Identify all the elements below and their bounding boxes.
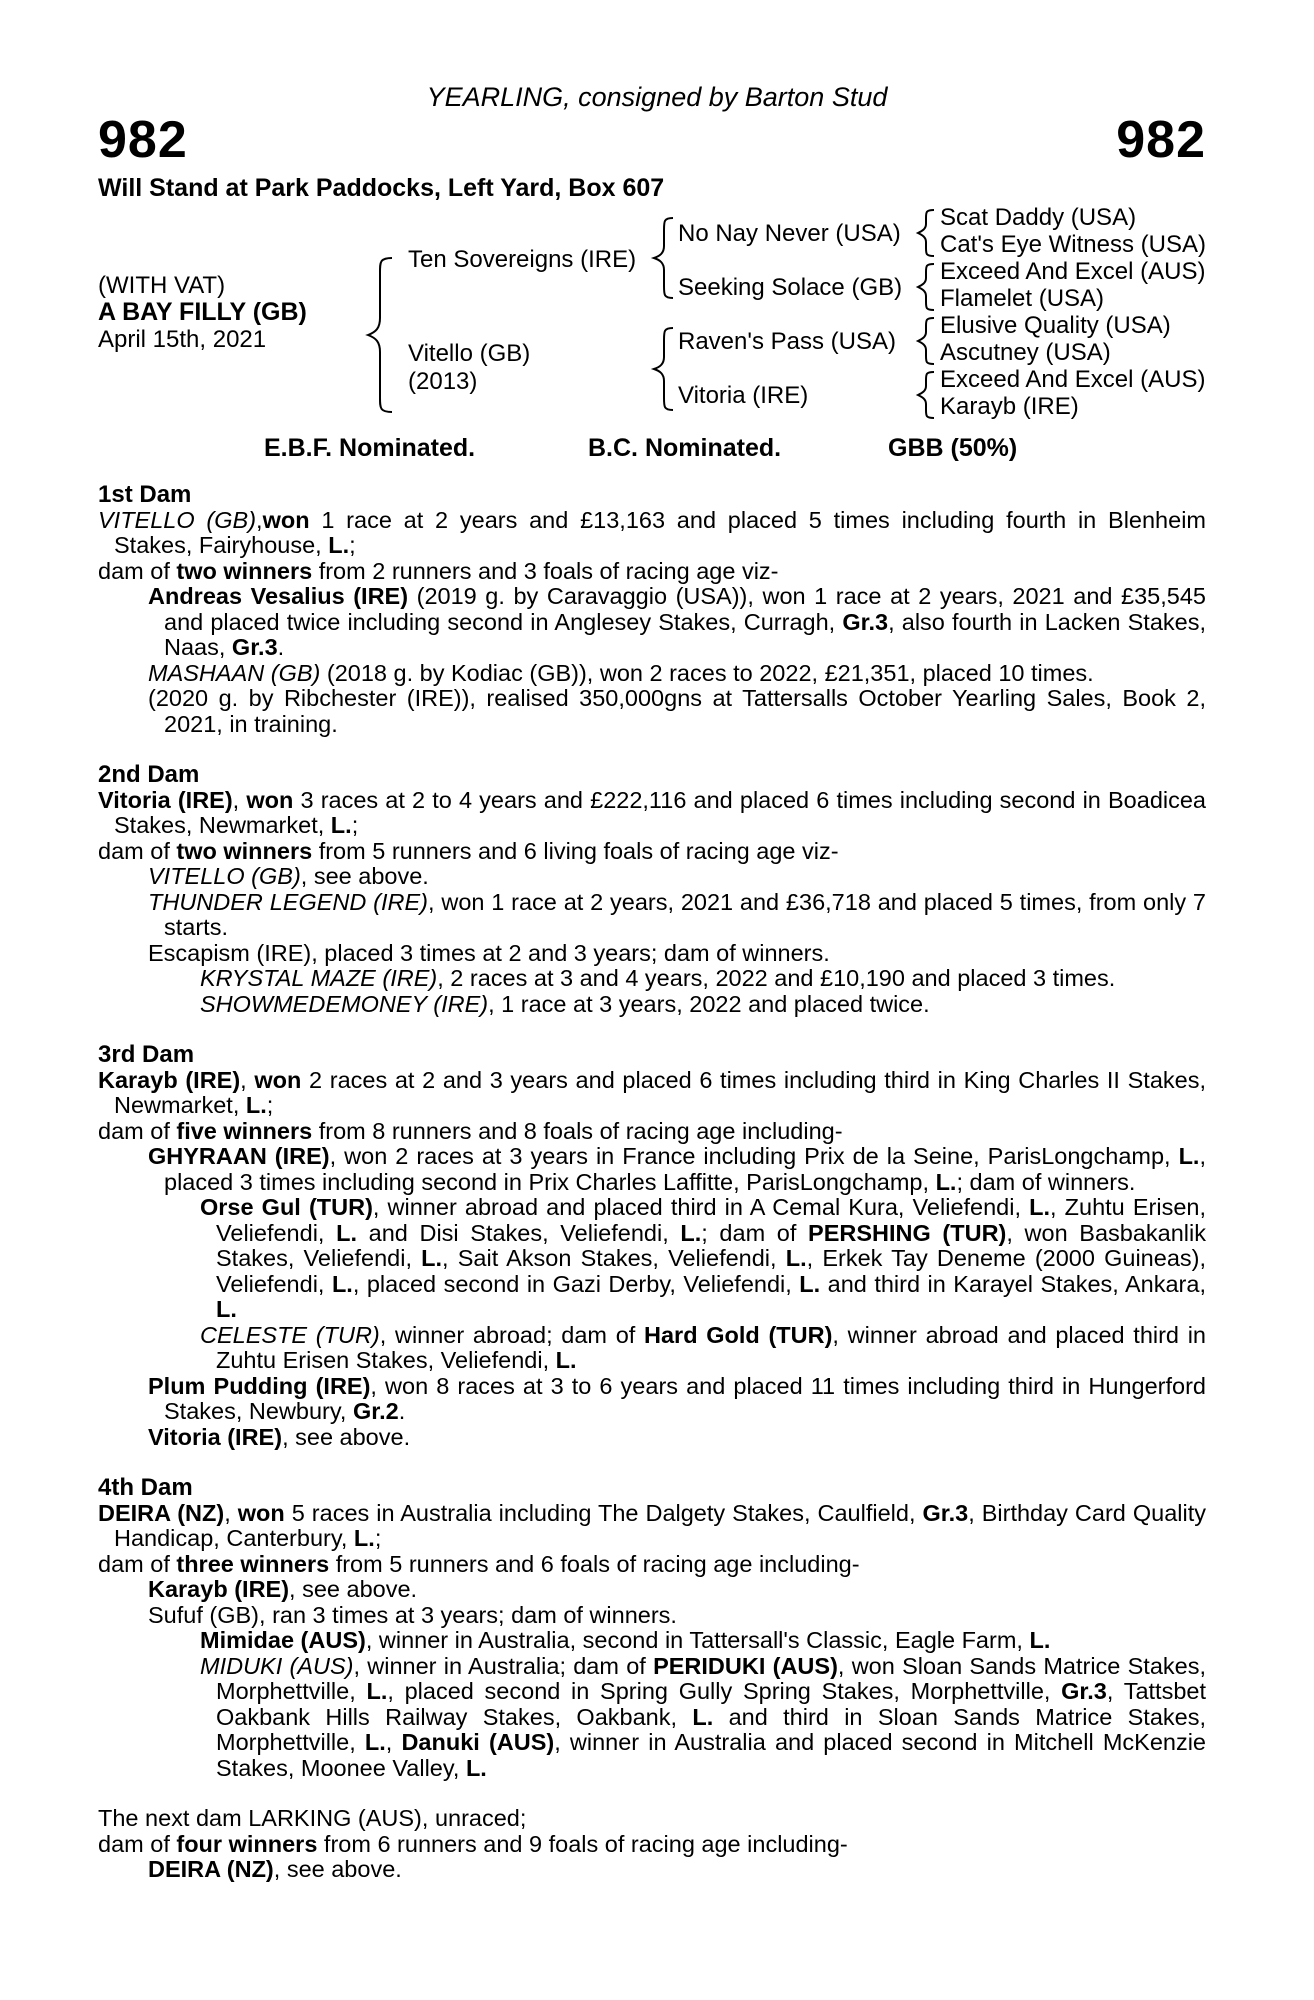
great-grandparent-7: Exceed And Excel (AUS) — [940, 366, 1206, 393]
entry-text: won — [246, 786, 294, 813]
horse-name: A BAY FILLY (GB) — [98, 298, 307, 326]
entry-text: dam of — [98, 1117, 177, 1144]
entry-text: MASHAAN (GB) — [148, 659, 321, 686]
entry-text: GHYRAAN (IRE) — [148, 1143, 330, 1169]
entry-text: PERIDUKI (AUS) — [653, 1652, 838, 1679]
entry-text: , won Sloan Sands Matrice Stakes, Morphettville, — [216, 1652, 1206, 1704]
entry-text: , placed second in Gazi Derby, Veliefendi, — [352, 1270, 800, 1297]
entry-text: dam of — [98, 837, 177, 864]
gg-bracket-1 — [918, 210, 934, 256]
entry-text: L. — [364, 1729, 386, 1755]
entry-text: Vitoria (IRE) — [148, 1423, 283, 1450]
entry-text: , 1 race at 3 years, 2022 and placed twice. — [488, 990, 930, 1017]
entry-text: ; — [351, 812, 359, 838]
entry-text: , won Basbakanlik Stakes, Veliefendi, — [216, 1219, 1207, 1271]
entry-text: dam of — [98, 1550, 177, 1577]
entry-text: , won 8 races at 3 to 6 years and placed 11 times including third in Hungerford Stakes, Newbury, — [164, 1372, 1206, 1424]
pedigree-entry — [98, 1552, 1206, 1578]
dam-year: (2013) — [408, 368, 478, 395]
dam-section — [98, 482, 1206, 737]
entry-text: , see above. — [282, 1423, 411, 1450]
entry-text: , winner abroad; dam of — [379, 1321, 645, 1348]
entry-text: won — [254, 1066, 302, 1093]
pedigree-entry — [148, 941, 1206, 967]
entry-text: L. — [935, 1168, 957, 1195]
entry-text: , winner abroad and placed third in A Cemal Kura, Veliefendi, — [372, 1194, 1030, 1220]
entry-text: Gr.3 — [922, 1499, 969, 1526]
entry-text: L. — [680, 1219, 702, 1246]
ebf-nomination: E.B.F. Nominated. — [264, 434, 476, 462]
great-grandparent-5: Elusive Quality (USA) — [940, 312, 1171, 339]
entry-text: ; dam of winners. — [956, 1168, 1136, 1195]
entry-text: L. — [799, 1270, 821, 1297]
entry-text: Plum Pudding (IRE) — [148, 1372, 371, 1399]
dam-section — [98, 1475, 1206, 1781]
entry-text: SHOWMEDEMONEY (IRE) — [200, 990, 489, 1017]
stand-location: Will Stand at Park Paddocks, Left Yard, Box 607 — [98, 174, 665, 202]
great-grandparent-8: Karayb (IRE) — [940, 393, 1079, 420]
pedigree-notes — [98, 482, 1206, 1908]
entry-text: L. — [692, 1703, 714, 1730]
dam-sire: Raven's Pass (USA) — [678, 328, 896, 355]
entry-text: two winners — [176, 557, 313, 584]
entry-text: and Disi Stakes, Veliefendi, — [356, 1219, 681, 1246]
pedigree-entry — [148, 890, 1206, 941]
entry-text: (2018 g. by Kodiac (GB)), won 2 races to 2022, £21,351, placed 10 times. — [320, 659, 1094, 686]
entry-text: . — [277, 634, 285, 660]
sire-sire: No Nay Never (USA) — [678, 220, 901, 247]
entry-text: dam of — [98, 1830, 177, 1857]
pedigree-entry — [148, 1857, 1206, 1883]
entry-text: 1 race at 2 years and £13,163 and placed 5 times including fourth in Blenheim Stakes, Fairyhouse, — [114, 506, 1206, 558]
great-grandparent-2: Cat's Eye Witness (USA) — [940, 231, 1206, 258]
pedigree-entry — [148, 1603, 1206, 1629]
pedigree-entry — [98, 788, 1206, 839]
lot-number-left: 982 — [98, 111, 188, 169]
entry-text: , winner in Australia and placed second in Mitchell McKenzie Stakes, Moonee Valley, — [216, 1729, 1206, 1781]
pedigree-entry — [98, 508, 1206, 559]
gbb-label: GBB (50%) — [888, 434, 1018, 462]
pedigree-entry — [148, 1577, 1206, 1603]
pedigree-entry — [200, 966, 1206, 992]
entry-text: L. — [785, 1245, 807, 1271]
entry-text: Hard Gold (TUR) — [644, 1321, 833, 1348]
entry-text: five winners — [176, 1117, 313, 1144]
entry-text: won — [262, 506, 310, 533]
entry-text: Sufuf (GB), ran 3 times at 3 years; dam of winners. — [148, 1601, 677, 1628]
pedigree-entry — [200, 1628, 1206, 1654]
entry-text: L. — [336, 1219, 357, 1246]
section-title: 4th Dam — [98, 1474, 193, 1501]
entry-text: won — [237, 1499, 285, 1526]
entry-text: , — [256, 506, 263, 533]
pedigree-entry — [98, 1806, 1206, 1832]
bc-nomination: B.C. Nominated. — [588, 434, 782, 462]
entry-text: L. — [353, 1525, 375, 1551]
entry-text: Andreas Vesalius (IRE) — [148, 583, 409, 609]
pedigree-entry — [148, 1144, 1206, 1195]
entry-text: Gr.2 — [352, 1398, 399, 1424]
entry-text: Gr.3 — [231, 634, 278, 660]
entry-text: , — [224, 1499, 238, 1526]
pedigree-entry — [98, 1068, 1206, 1119]
entry-text: 2 races at 2 and 3 years and placed 6 times including third in King Charles II Stakes, Newmarket, — [114, 1066, 1206, 1118]
entry-text: . — [398, 1398, 406, 1424]
entry-text: , Erkek Tay Deneme (2000 Guineas), Veliefendi, — [216, 1245, 1206, 1297]
entry-text: CELESTE (TUR) — [200, 1321, 380, 1348]
entry-text: , see above. — [300, 863, 429, 889]
entry-text: L. — [1029, 1627, 1051, 1653]
entry-text: ; — [349, 532, 356, 558]
pedigree-entry — [148, 686, 1206, 737]
entry-text: , see above. — [273, 1856, 402, 1882]
entry-text: , Zuhtu Erisen, Veliefendi, — [216, 1194, 1206, 1246]
entry-text: 3 races at 2 to 4 years and £222,116 and placed 6 times including second in Boadicea Stakes, Newmarket, — [114, 786, 1206, 838]
entry-text: , see above. — [289, 1576, 418, 1602]
entry-text: Karayb (IRE) — [148, 1576, 290, 1602]
pedigree-entry — [98, 1832, 1206, 1858]
entry-text: Orse Gul (TUR) — [200, 1194, 373, 1220]
pedigree-entry — [98, 1119, 1206, 1145]
pedigree-entry — [98, 1501, 1206, 1552]
section-title: 3rd Dam — [98, 1041, 195, 1068]
entry-text: , also fourth in Lacken Stakes, Naas, — [164, 608, 1206, 660]
entry-text: , Sait Akson Stakes, Veliefendi, — [442, 1245, 786, 1271]
entry-text: (2019 g. by Caravaggio (USA)), won 1 race at 2 years, 2021 and £35,545 and placed twice including second in Anglesey Stakes, Curragh, — [164, 583, 1206, 635]
great-grandparent-6: Ascutney (USA) — [940, 339, 1111, 366]
entry-text: , placed second in Spring Gully Spring Stakes, Morphettville, — [387, 1678, 1062, 1704]
entry-text: , winner in Australia; dam of — [353, 1652, 654, 1679]
entry-text: and third in Karayel Stakes, Ankara, — [820, 1270, 1206, 1297]
section-title: 1st Dam — [98, 481, 192, 508]
entry-text: L. — [245, 1092, 267, 1118]
entry-text: ; dam of — [701, 1219, 809, 1246]
entry-text: , won 2 races at 3 years in France including Prix de la Seine, ParisLongchamp, — [329, 1143, 1179, 1169]
main-bracket — [368, 258, 392, 412]
dam-section — [98, 762, 1206, 1017]
entry-text: L. — [1178, 1143, 1200, 1169]
pedigree-entry — [148, 1425, 1206, 1451]
great-grandparent-3: Exceed And Excel (AUS) — [940, 258, 1206, 285]
entry-text: PERSHING (TUR) — [808, 1219, 1007, 1246]
great-grandparent-1: Scat Daddy (USA) — [940, 204, 1137, 231]
entry-text: , won 1 race at 2 years, 2021 and £36,718 and placed 5 times, from only 7 starts. — [164, 888, 1206, 940]
entry-text: , — [385, 1729, 402, 1755]
entry-text: three winners — [176, 1550, 330, 1577]
entry-text: Vitoria (IRE) — [98, 786, 233, 813]
entry-text: THUNDER LEGEND (IRE) — [148, 888, 428, 915]
entry-text: four winners — [176, 1830, 318, 1857]
entry-text: Gr.3 — [842, 608, 889, 635]
pedigree-table — [0, 0, 1314, 460]
entry-text: from 5 runners and 6 foals of racing age including- — [329, 1550, 860, 1577]
entry-text: and third in Sloan Sands Matrice Stakes, Morphettville, — [216, 1703, 1206, 1755]
entry-text: Danuki (AUS) — [401, 1729, 555, 1755]
entry-text: (2020 g. by Ribchester (IRE)), realised 350,000gns at Tattersalls October Yearling Sales, Book 2, 2021, in training. — [148, 685, 1206, 737]
dam-name: Vitello (GB) — [408, 340, 531, 367]
entry-text: dam of — [98, 557, 177, 584]
gg-bracket-3 — [918, 318, 934, 364]
entry-text: Gr.3 — [1061, 1678, 1107, 1704]
entry-text: L. — [330, 812, 352, 838]
entry-text: Escapism (IRE), placed 3 times at 2 and 3 years; dam of winners. — [148, 939, 830, 966]
entry-text: L. — [1029, 1194, 1051, 1220]
entry-text: L. — [555, 1347, 577, 1373]
horse-foaled: April 15th, 2021 — [98, 326, 267, 353]
entry-text: , winner abroad and placed third in Zuhtu Erisen Stakes, Veliefendi, — [216, 1321, 1206, 1373]
entry-text: MIDUKI (AUS) — [200, 1652, 354, 1679]
pedigree-entry — [200, 1195, 1206, 1323]
entry-text: VITELLO (GB) — [98, 506, 257, 533]
gg-bracket-2 — [918, 264, 934, 310]
entry-text: ; — [266, 1092, 274, 1118]
dam-section — [98, 1042, 1206, 1450]
entry-text: from 8 runners and 8 foals of racing age including- — [312, 1117, 843, 1144]
pedigree-entry — [148, 584, 1206, 661]
entry-text: L. — [465, 1754, 487, 1781]
pedigree-entry — [200, 1654, 1206, 1782]
pedigree-entry — [200, 1323, 1206, 1374]
dam-section — [98, 1806, 1206, 1883]
lot-number-right: 982 — [1116, 111, 1206, 169]
entry-text: from 5 runners and 6 living foals of racing age viz- — [312, 837, 839, 864]
gg-bracket-4 — [918, 372, 934, 418]
horse-vat: (WITH VAT) — [98, 272, 226, 299]
consignment-line: YEARLING, consigned by Barton Stud — [426, 82, 888, 112]
entry-text: L. — [328, 532, 350, 558]
entry-text: DEIRA (NZ) — [148, 1856, 274, 1882]
entry-text: Mimidae (AUS) — [200, 1627, 366, 1653]
sire-dam: Seeking Solace (GB) — [678, 274, 903, 301]
pedigree-entry — [148, 661, 1206, 687]
entry-text: L. — [366, 1678, 388, 1704]
pedigree-entry — [98, 839, 1206, 865]
entry-text: , — [232, 786, 247, 813]
entry-text: , placed 3 times including second in Prix Charles Laffitte, ParisLongchamp, — [164, 1143, 1206, 1195]
entry-text: from 6 runners and 9 foals of racing age including- — [317, 1830, 848, 1857]
entry-text: two winners — [176, 837, 313, 864]
entry-text: L. — [331, 1270, 353, 1297]
entry-text: , Tattsbet Oakbank Hills Railway Stakes, Oakbank, — [216, 1678, 1206, 1730]
entry-text: DEIRA (NZ) — [98, 1499, 225, 1526]
pedigree-entry — [148, 1374, 1206, 1425]
pedigree-entry — [200, 992, 1206, 1018]
entry-text: VITELLO (GB) — [148, 863, 301, 889]
sire-bracket — [654, 218, 673, 298]
pedigree-entry — [148, 864, 1206, 890]
great-grandparent-4: Flamelet (USA) — [940, 285, 1105, 312]
entry-text: ; — [374, 1525, 382, 1551]
entry-text: L. — [216, 1296, 237, 1322]
entry-text: , winner in Australia, second in Tattersall's Classic, Eagle Farm, — [365, 1627, 1030, 1653]
sire-name: Ten Sovereigns (IRE) — [408, 246, 637, 273]
entry-text: , 2 races at 3 and 4 years, 2022 and £10,190 and placed 3 times. — [437, 965, 1116, 991]
entry-text: Karayb (IRE) — [98, 1066, 241, 1093]
entry-text: from 2 runners and 3 foals of racing age viz- — [312, 557, 779, 584]
entry-text: , Birthday Card Quality Handicap, Canterbury, — [114, 1499, 1206, 1551]
entry-text: L. — [421, 1245, 443, 1271]
dam-dam: Vitoria (IRE) — [678, 382, 809, 409]
pedigree-entry — [98, 559, 1206, 585]
dam-bracket — [654, 328, 673, 410]
entry-text: The next dam LARKING (AUS), unraced; — [98, 1805, 527, 1831]
entry-text: KRYSTAL MAZE (IRE) — [200, 965, 438, 991]
entry-text: , — [240, 1066, 255, 1093]
section-title: 2nd Dam — [98, 761, 200, 788]
entry-text: 5 races in Australia including The Dalgety Stakes, Caulfield, — [284, 1499, 923, 1526]
